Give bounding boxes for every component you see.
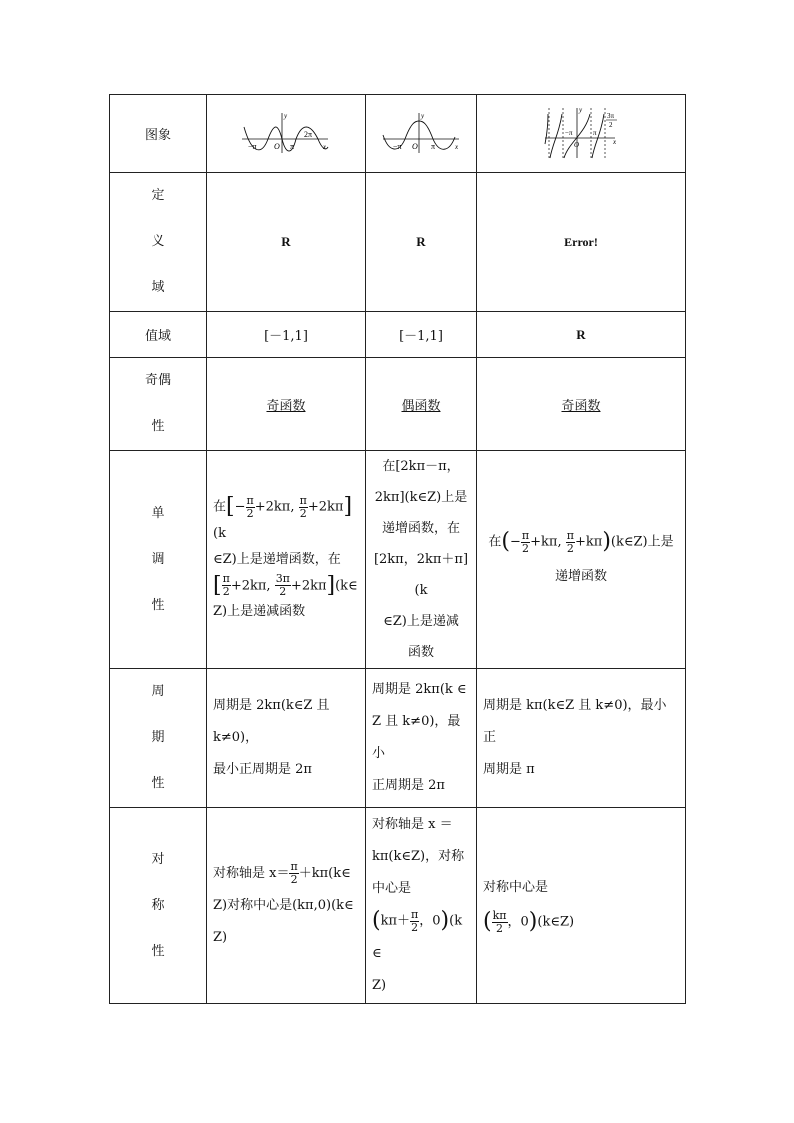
tan-x: x xyxy=(613,137,617,146)
sin-range: [－1,1] xyxy=(207,312,366,358)
cos-range: [－1,1] xyxy=(366,312,477,358)
cos-domain: R xyxy=(366,173,477,312)
tan-y: y xyxy=(579,105,583,114)
cos-period: 周期是 2kπ(k ∈ Z 且 k≠0)，最小 正周期是 2π xyxy=(366,669,477,808)
sin-period: 周期是 2kπ(k∈Z 且 k≠0)， 最小正周期是 2π xyxy=(207,669,366,808)
tan-pi: π xyxy=(593,128,597,137)
tan-neg-pi: −π xyxy=(565,128,573,137)
cos-graph-cell xyxy=(366,95,477,173)
tan-range: R xyxy=(477,312,686,358)
tan-graph xyxy=(543,104,619,160)
sin-parity: 奇函数 xyxy=(207,358,366,451)
row-period xyxy=(110,669,686,808)
sin-neg-pi: −π xyxy=(248,141,257,151)
tan-symmetry: 对称中心是 ( $\frac{k\pi}{2}$ ，0)(k∈Z) xyxy=(477,808,686,1004)
sin-x: x xyxy=(323,142,327,151)
sin-y: y xyxy=(284,111,288,120)
cos-x: x xyxy=(455,142,459,151)
cos-graph xyxy=(379,109,463,155)
sin-2pi: 2π xyxy=(304,129,313,139)
label-parity: 奇偶 性 xyxy=(110,358,207,451)
cos-pi: π xyxy=(431,141,436,151)
tan-denominator: 2 xyxy=(609,120,613,129)
cos-neg-pi: −π xyxy=(393,141,402,151)
sin-symmetry: 对称轴是 x＝ $\frac{\pi}{2}$ ＋kπ(k∈ Z)对称中心是(kπ,0)(k∈ Z) xyxy=(207,808,366,1004)
label-period: 周 期 性 xyxy=(110,669,207,808)
tan-period: 周期是 kπ(k∈Z 且 k≠0)，最小正 周期是 π xyxy=(477,669,686,808)
row-parity xyxy=(110,358,686,451)
sin-graph xyxy=(238,109,334,155)
tan-graph-cell xyxy=(477,95,686,173)
cos-monotonicity: 在[2kπ－π， 2kπ](k∈Z)上是 递增函数，在 [2kπ，2kπ＋π](k ∈Z)上是递减 函数 xyxy=(366,451,477,669)
row-symmetry xyxy=(110,808,686,1004)
row-monotonicity xyxy=(110,451,686,669)
row-graph xyxy=(110,95,686,173)
label-symmetry: 对 称 性 xyxy=(110,808,207,1004)
tan-origin: O xyxy=(574,140,580,149)
cos-parity: 偶函数 xyxy=(366,358,477,451)
sin-domain: R xyxy=(207,173,366,312)
tan-3pi: 3π xyxy=(607,111,615,120)
cos-y: y xyxy=(421,111,425,120)
sin-graph-cell xyxy=(207,95,366,173)
row-domain xyxy=(110,173,686,312)
tan-monotonicity: 在(− $\frac{\pi}{2}$ +kπ, $\frac{\pi}{2}$ +kπ)(k∈Z)上是 递增函数 xyxy=(477,451,686,669)
cos-symmetry: 对称轴是 x ＝ kπ(k∈Z)，对称 中心是 (kπ＋ $\frac{\pi}{2}$ ，0)(k ∈ Z) xyxy=(366,808,477,1004)
label-graph: 图象 xyxy=(110,95,207,173)
tan-parity: 奇函数 xyxy=(477,358,686,451)
sin-origin: O xyxy=(274,141,280,151)
sin-monotonicity: 在[− $\frac{\pi}{2}$ +2kπ, $\frac{\pi}{2}$ +2kπ](k ∈Z)上是递增函数，在 [ $\frac{\pi}{2}$ +2kπ, $\frac{3\pi}{2}$ +2kπ](k∈ Z)上是递减函数 xyxy=(207,451,366,669)
label-monotonicity: 单 调 性 xyxy=(110,451,207,669)
sin-pi: π xyxy=(290,141,295,151)
row-range xyxy=(110,312,686,358)
label-range: 值域 xyxy=(110,312,207,358)
trig-properties-table xyxy=(109,94,686,1004)
label-domain: 定 义 域 xyxy=(110,173,207,312)
tan-domain: Error! xyxy=(477,173,686,312)
cos-origin: O xyxy=(412,141,418,151)
